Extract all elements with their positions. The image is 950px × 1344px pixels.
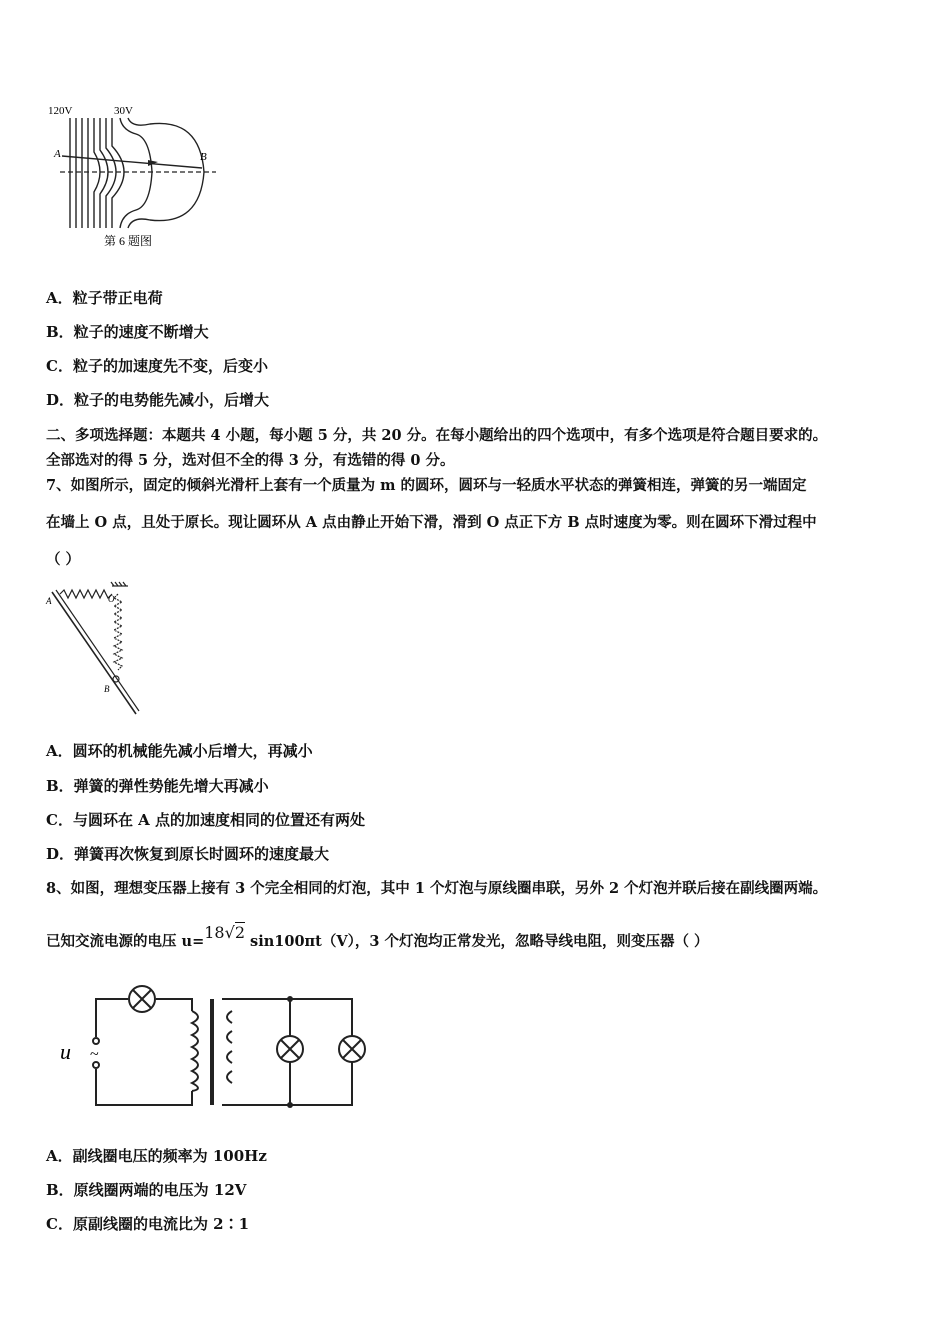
figure-caption: 第 6 题图	[104, 234, 153, 248]
arrow-icon	[148, 160, 158, 166]
section2-heading-line1: 二、多项选择题：本题共 4 小题，每小题 5 分，共 20 分。在每小题给出的四个选项中，有多个选项是符合题目要求的。	[46, 427, 828, 444]
horizontal-spring	[60, 590, 112, 598]
junction-top	[287, 996, 293, 1002]
label-o: O	[108, 594, 115, 604]
q6-option-d: D．粒子的电势能先减小，后增大	[46, 391, 270, 409]
primary-wire-top-left	[96, 999, 128, 1037]
label-a: A	[46, 596, 52, 606]
sqrt-icon: √	[224, 923, 235, 942]
junction-bottom	[287, 1102, 293, 1108]
q6-option-a: A．粒子带正电荷	[46, 289, 163, 307]
figure-q6-equipotential	[40, 100, 230, 250]
q8-option-c: C．原副线圈的电流比为 2∶1	[46, 1215, 250, 1233]
ac-source-icon: ~	[90, 1046, 99, 1063]
q8-stem-line1: 8、如图，理想变压器上接有 3 个完全相同的灯泡，其中 1 个灯泡与原线圈串联，另外 2 个灯泡并联后接在副线圈两端。	[46, 880, 828, 897]
q7-option-c: C．与圆环在 A 点的加速度相同的位置还有两处	[46, 811, 366, 829]
trajectory-line	[62, 156, 202, 168]
terminal-top	[93, 1038, 99, 1044]
primary-wire-top-right	[156, 999, 192, 1011]
q8-option-b: B．原线圈两端的电压为 12V	[46, 1181, 247, 1199]
q7-stem-line3: （ ）	[46, 551, 81, 568]
figure-q8-transformer	[56, 985, 376, 1115]
q7-option-a: A．圆环的机械能先减小后增大，再减小	[46, 742, 313, 760]
q8-option-a: A．副线圈电压的频率为 100Hz	[46, 1147, 267, 1165]
label-b: B	[104, 684, 110, 694]
formula-sqrt	[204, 923, 245, 942]
section2-heading-line2: 全部选对的得 5 分，选对但不全的得 3 分，有选错的得 0 分。	[46, 452, 455, 469]
q8-stem-prefix: 已知交流电源的电压 u=	[46, 933, 205, 950]
q6-option-c: C．粒子的加速度先不变，后变小	[46, 357, 268, 375]
q7-option-b: B．弹簧的弹性势能先增大再减小	[46, 777, 269, 795]
figure-q7-incline-spring	[40, 580, 150, 720]
q7-option-d: D．弹簧再次恢复到原长时圆环的速度最大	[46, 845, 330, 863]
secondary-coil	[227, 1011, 232, 1083]
formula-radicand: 2	[234, 923, 245, 942]
q7-stem-line2: 在墙上 O 点，且处于原长。现让圆环从 A 点由静止开始下滑，滑到 O 点正下方 B 点时速度为零。则在圆环下滑过程中	[46, 514, 817, 531]
q8-stem-suffix: sin100πt（V），3 个灯泡均正常发光，忽略导线电阻，则变压器（ ）	[245, 933, 709, 950]
formula-coefficient: 18	[204, 923, 225, 942]
q8-stem-line2	[46, 923, 709, 951]
primary-wire-bottom	[96, 1069, 192, 1105]
q6-option-b: B．粒子的速度不断增大	[46, 323, 209, 341]
incline-rod-edge	[56, 590, 139, 711]
label-30v: 30V	[114, 105, 133, 117]
label-b: B	[200, 151, 207, 163]
label-a: A	[54, 148, 61, 160]
incline-rod	[52, 592, 136, 714]
source-label-u: u	[60, 1039, 71, 1064]
vertical-spring	[114, 594, 122, 670]
primary-coil	[192, 1011, 198, 1091]
q7-stem-line1: 7、如图所示，固定的倾斜光滑杆上套有一个质量为 m 的圆环，圆环与一轻质水平状态的弹簧相连，弹簧的另一端固定	[46, 477, 807, 494]
equipotential-lines	[70, 118, 204, 228]
label-120v: 120V	[48, 105, 73, 117]
